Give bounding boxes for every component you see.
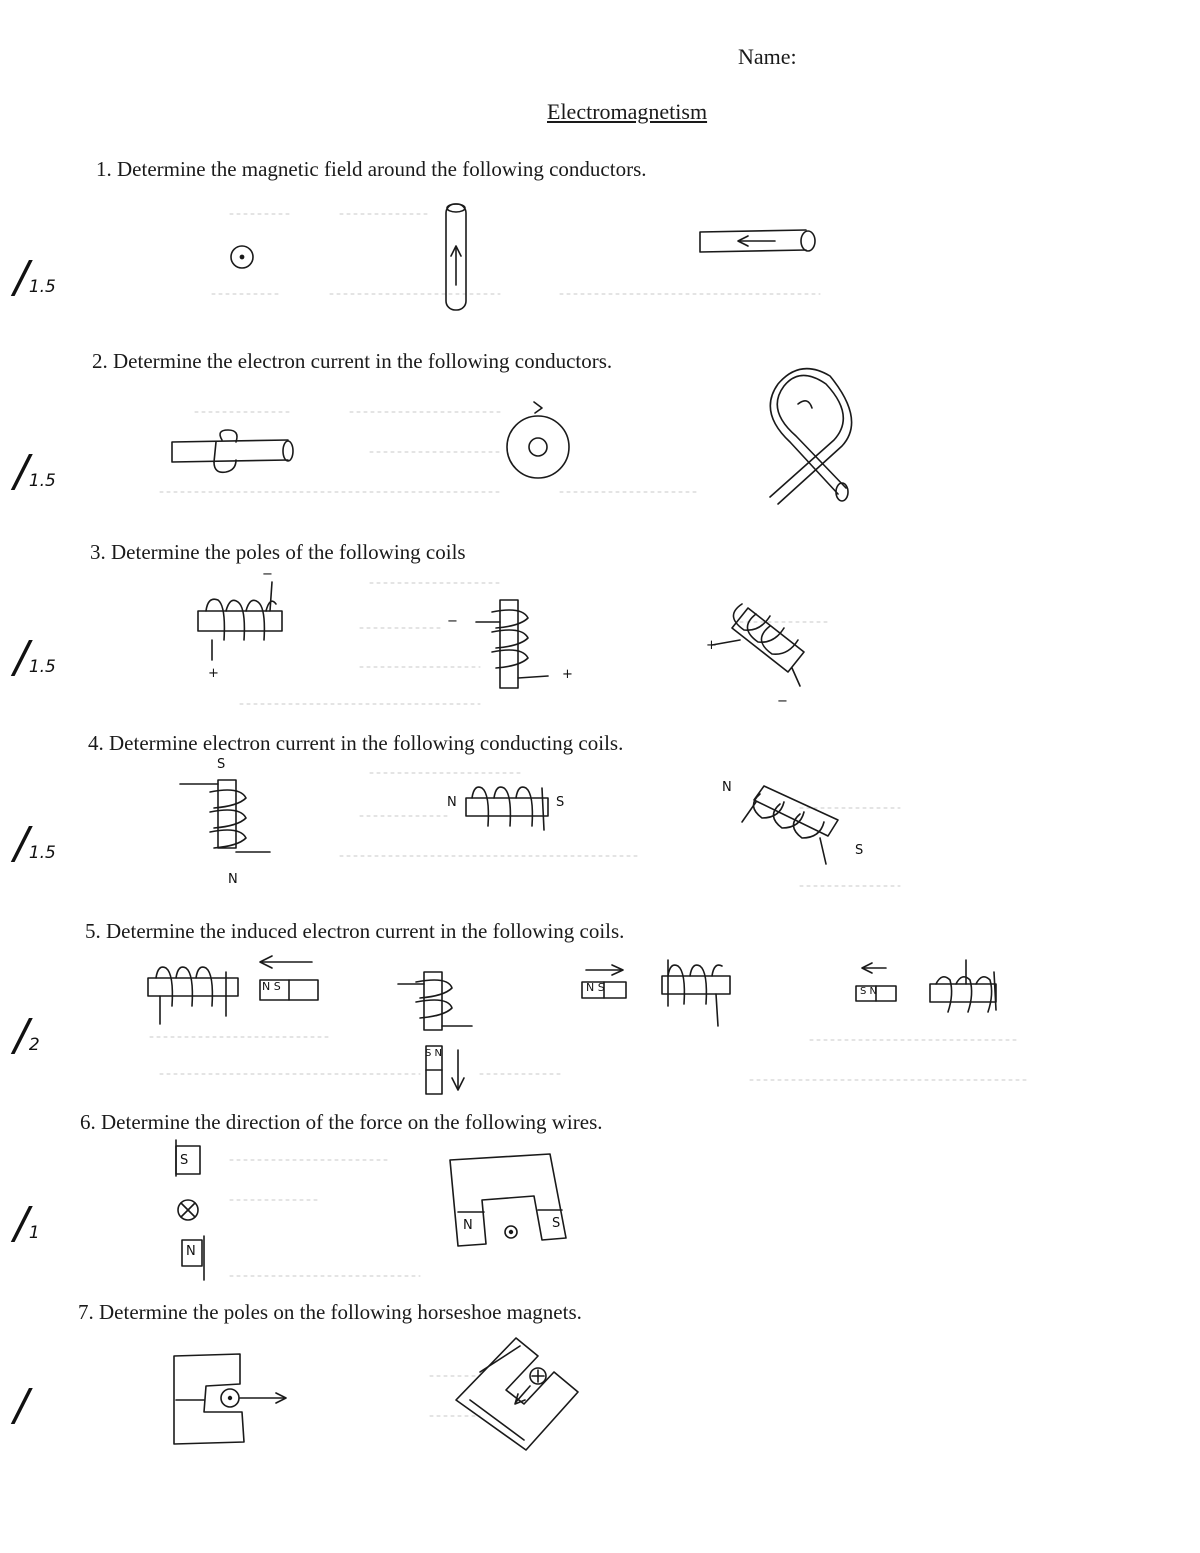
q5-magnet-1-icon — [260, 956, 318, 1000]
q5-coil-2-icon — [398, 972, 472, 1030]
q5-magnet-label-2: S N — [425, 1048, 443, 1059]
q3-plus-label-2: + — [562, 667, 573, 682]
question-5: 5. Determine the induced electron current in the following coils. — [85, 919, 625, 943]
q2-looped-wire-icon — [770, 369, 852, 504]
q4-coil-3-icon — [742, 786, 838, 864]
score-q2: /1.5 — [14, 446, 56, 497]
q5-magnet-label-1: N S — [262, 980, 281, 993]
q7-horseshoe-magnet-1-icon — [174, 1354, 244, 1444]
q1-wire-dot-icon — [231, 246, 253, 268]
q1-horizontal-wire-icon — [700, 230, 815, 252]
q3-coil-2-icon — [476, 600, 548, 688]
q4-n-label-2: N — [447, 795, 457, 810]
q4-s-label-3: S — [855, 843, 864, 858]
page-title: Electromagnetism — [547, 99, 708, 124]
q2-circular-wire-icon — [507, 402, 569, 478]
q4-n-label-3: N — [722, 780, 732, 795]
q3-minus-label-1: − — [262, 567, 273, 582]
q5-coil-1-icon — [148, 967, 238, 1024]
q5-coil-4-icon — [930, 960, 996, 1012]
q5-magnet-label-3: N S — [586, 981, 605, 994]
q3-minus-label-2: − — [447, 614, 458, 629]
q3-coil-3-icon — [712, 604, 804, 686]
q6-s-label: S — [180, 1153, 189, 1168]
score-q4: /1.5 — [14, 818, 56, 869]
question-4: 4. Determine electron current in the following conducting coils. — [88, 731, 624, 755]
q2-horizontal-wire-loop-icon — [172, 430, 293, 472]
question-3: 3. Determine the poles of the following coils — [90, 540, 466, 564]
q4-coil-2-icon — [466, 787, 548, 830]
q5-magnet-3-icon — [582, 965, 626, 998]
q7-horseshoe-magnet-2-icon — [456, 1338, 578, 1450]
q6-bar-magnet-s-icon — [176, 1140, 200, 1176]
score-q1: /1.5 — [14, 252, 56, 303]
q5-magnet-4-icon — [856, 963, 896, 1001]
score-q6: /1 — [14, 1198, 40, 1249]
q6-s2-label: S — [552, 1216, 561, 1231]
score-q3: /1.5 — [14, 632, 56, 683]
name-label: Name: — [738, 44, 797, 69]
q6-horseshoe-magnet-icon — [450, 1154, 566, 1246]
q5-magnet-label-4: S N — [860, 986, 878, 997]
q3-minus-label-3: − — [777, 694, 788, 709]
q4-coil-1-icon — [180, 780, 270, 852]
q3-plus-label-3: + — [706, 638, 717, 653]
q6-wire-out-of-page-icon — [505, 1226, 517, 1238]
q6-wire-into-page-icon — [178, 1200, 198, 1220]
question-1: 1. Determine the magnetic field around the following conductors. — [96, 157, 647, 181]
q4-s-label-2: S — [556, 795, 565, 810]
score-q7: / — [14, 1380, 29, 1431]
score-q5: /2 — [14, 1010, 40, 1061]
q3-plus-label-1: + — [208, 666, 219, 681]
question-6: 6. Determine the direction of the force on the following wires. — [80, 1110, 603, 1134]
q3-coil-1-icon — [198, 582, 282, 660]
q5-magnet-2-icon — [426, 1046, 464, 1094]
q6-bar-magnet-n-icon — [182, 1236, 204, 1280]
question-2: 2. Determine the electron current in the following conductors. — [92, 349, 613, 373]
q4-s-label-1: S — [217, 757, 226, 772]
q6-n2-label: N — [463, 1218, 473, 1233]
question-7: 7. Determine the poles on the following horseshoe magnets. — [78, 1300, 582, 1324]
q5-coil-3-icon — [662, 960, 730, 1026]
q4-n-label-1: N — [228, 872, 238, 887]
q6-n-label: N — [186, 1244, 196, 1259]
faint-answer-lines — [150, 214, 1030, 1416]
q7-wire-dot-arrow-icon — [221, 1389, 286, 1407]
